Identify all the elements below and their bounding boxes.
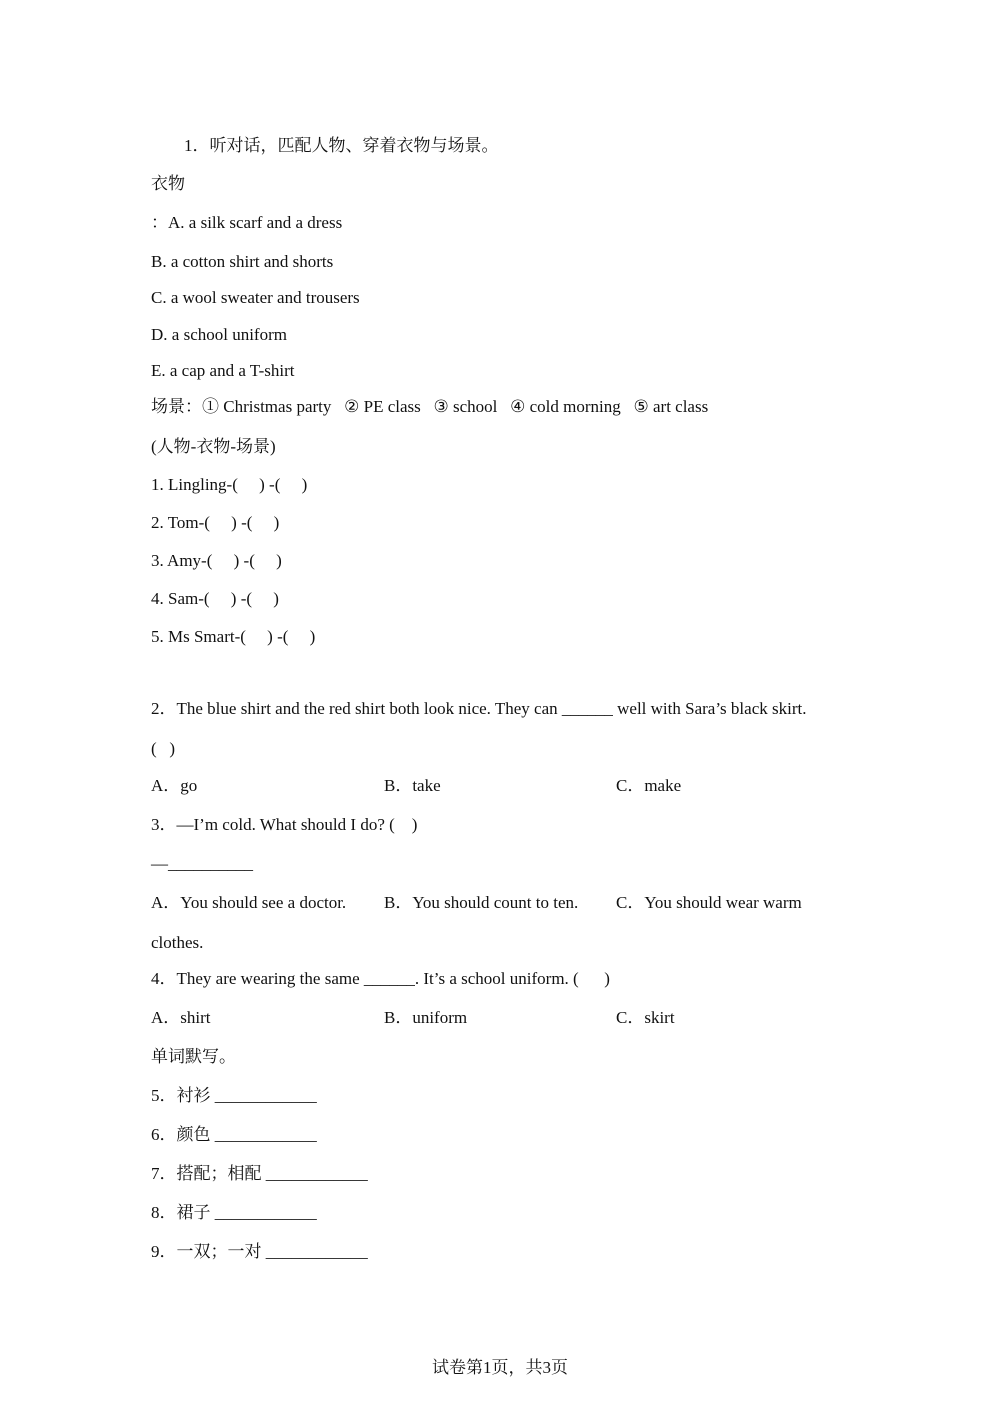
- q1-item-1: 1. Lingling-( ) -( ): [151, 475, 308, 494]
- q4-option-c: C．skirt: [616, 1008, 675, 1027]
- dictation-item-6: 6．颜色 ____________: [151, 1125, 317, 1144]
- q1-option-c: C. a wool sweater and trousers: [151, 288, 360, 307]
- q2-option-c: C．make: [616, 776, 682, 795]
- q2-answer-paren: ( ): [151, 739, 176, 758]
- q1-item-4: 4. Sam-( ) -( ): [151, 589, 279, 608]
- q4-option-b: B．uniform: [384, 1008, 468, 1027]
- dictation-item-9: 9．一双；一对 ____________: [151, 1242, 368, 1261]
- q1-option-b: B. a cotton shirt and shorts: [151, 252, 334, 271]
- q3-stem: 3．—I’m cold. What should I do? ( ): [151, 815, 418, 834]
- q1-option-e: E. a cap and a T-shirt: [151, 361, 295, 380]
- dictation-item-5: 5．衬衫 ____________: [151, 1086, 317, 1105]
- q1-item-5: 5. Ms Smart-( ) -( ): [151, 627, 316, 646]
- q4-option-a: A．shirt: [151, 1008, 211, 1027]
- q4-stem: 4．They are wearing the same ______. It’s a school uniform. ( ): [151, 969, 610, 988]
- q1-clothes-label: 衣物: [151, 174, 185, 193]
- q1-scenes: 场景：① Christmas party ② PE class ③ school ④ cold morning ⑤ art class: [151, 397, 709, 416]
- dictation-item-7: 7．搭配；相配 ____________: [151, 1164, 368, 1183]
- q3-option-c-continued: clothes.: [151, 933, 204, 952]
- q1-option-d: D. a school uniform: [151, 325, 287, 344]
- q1-item-3: 3. Amy-( ) -( ): [151, 551, 282, 570]
- dictation-title: 单词默写。: [151, 1047, 236, 1066]
- page-footer: 试卷第1页，共3页: [432, 1358, 568, 1377]
- dictation-item-8: 8．裙子 ____________: [151, 1203, 317, 1222]
- q3-option-a: A．You should see a doctor.: [151, 893, 347, 912]
- q3-option-c: C．You should wear warm: [616, 893, 802, 912]
- q1-option-a: ：A. a silk scarf and a dress: [151, 213, 343, 232]
- q2-stem: 2．The blue shirt and the red shirt both look nice. They can ______ well with Sara’s black skirt.: [151, 699, 807, 718]
- q1-title: 1．听对话，匹配人物、穿着衣物与场景。: [184, 136, 499, 155]
- q1-format: (人物-衣物-场景): [151, 437, 276, 456]
- q1-item-2: 2. Tom-( ) -( ): [151, 513, 280, 532]
- q3-option-b: B．You should count to ten.: [384, 893, 579, 912]
- q2-option-b: B．take: [384, 776, 441, 795]
- q2-option-a: A．go: [151, 776, 198, 795]
- q3-blank: —__________: [151, 854, 253, 873]
